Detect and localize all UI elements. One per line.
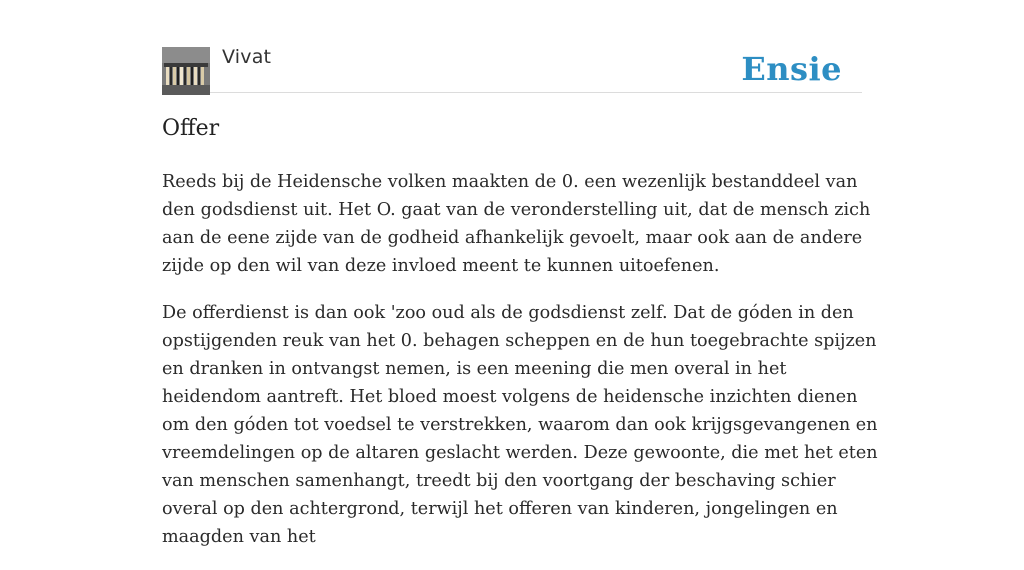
- article-paragraph: De offerdienst is dan ook 'zoo oud als de godsdienst zelf. Dat de góden in den opstijgenden reuk van het 0. behagen scheppen en de hun toegebrachte spijzen en dranken in ontvangst nemen, is een meening die men overal in het heidendom aantreft. Het bloed moest volgens de heidensche inzichten dienen om den góden tot voedsel te verstrekken, waarom dan ook krijgsgevangenen en vreemdelingen op de altaren geslacht werden. Deze gewoonte, die met het eten van menschen samenhangt, treedt bij den voortgang der beschaving schier overal op den achtergrond, terwijl het offeren van kinderen, jongelingen en maagden van het: [162, 303, 878, 547]
- source-avatar[interactable]: [162, 47, 210, 95]
- page-header: [162, 0, 862, 93]
- article-body: [162, 168, 882, 570]
- source-name[interactable]: Vivat: [222, 46, 272, 68]
- article-paragraph: Reeds bij de Heidensche volken maakten de 0. een wezenlijk bestanddeel van den godsdienst uit. Het O. gaat van de veronderstelling uit, dat de mensch zich aan de eene zijde van de godheid afhankelijk gevoelt, maar ook aan de andere zijde op den wil van deze invloed meent te kunnen uitoefenen.: [162, 172, 871, 276]
- article-page: [162, 0, 878, 547]
- article-title: Offer: [162, 116, 220, 141]
- bookshelf-avatar-icon: [162, 47, 210, 95]
- brand-logo[interactable]: Ensie: [741, 50, 842, 88]
